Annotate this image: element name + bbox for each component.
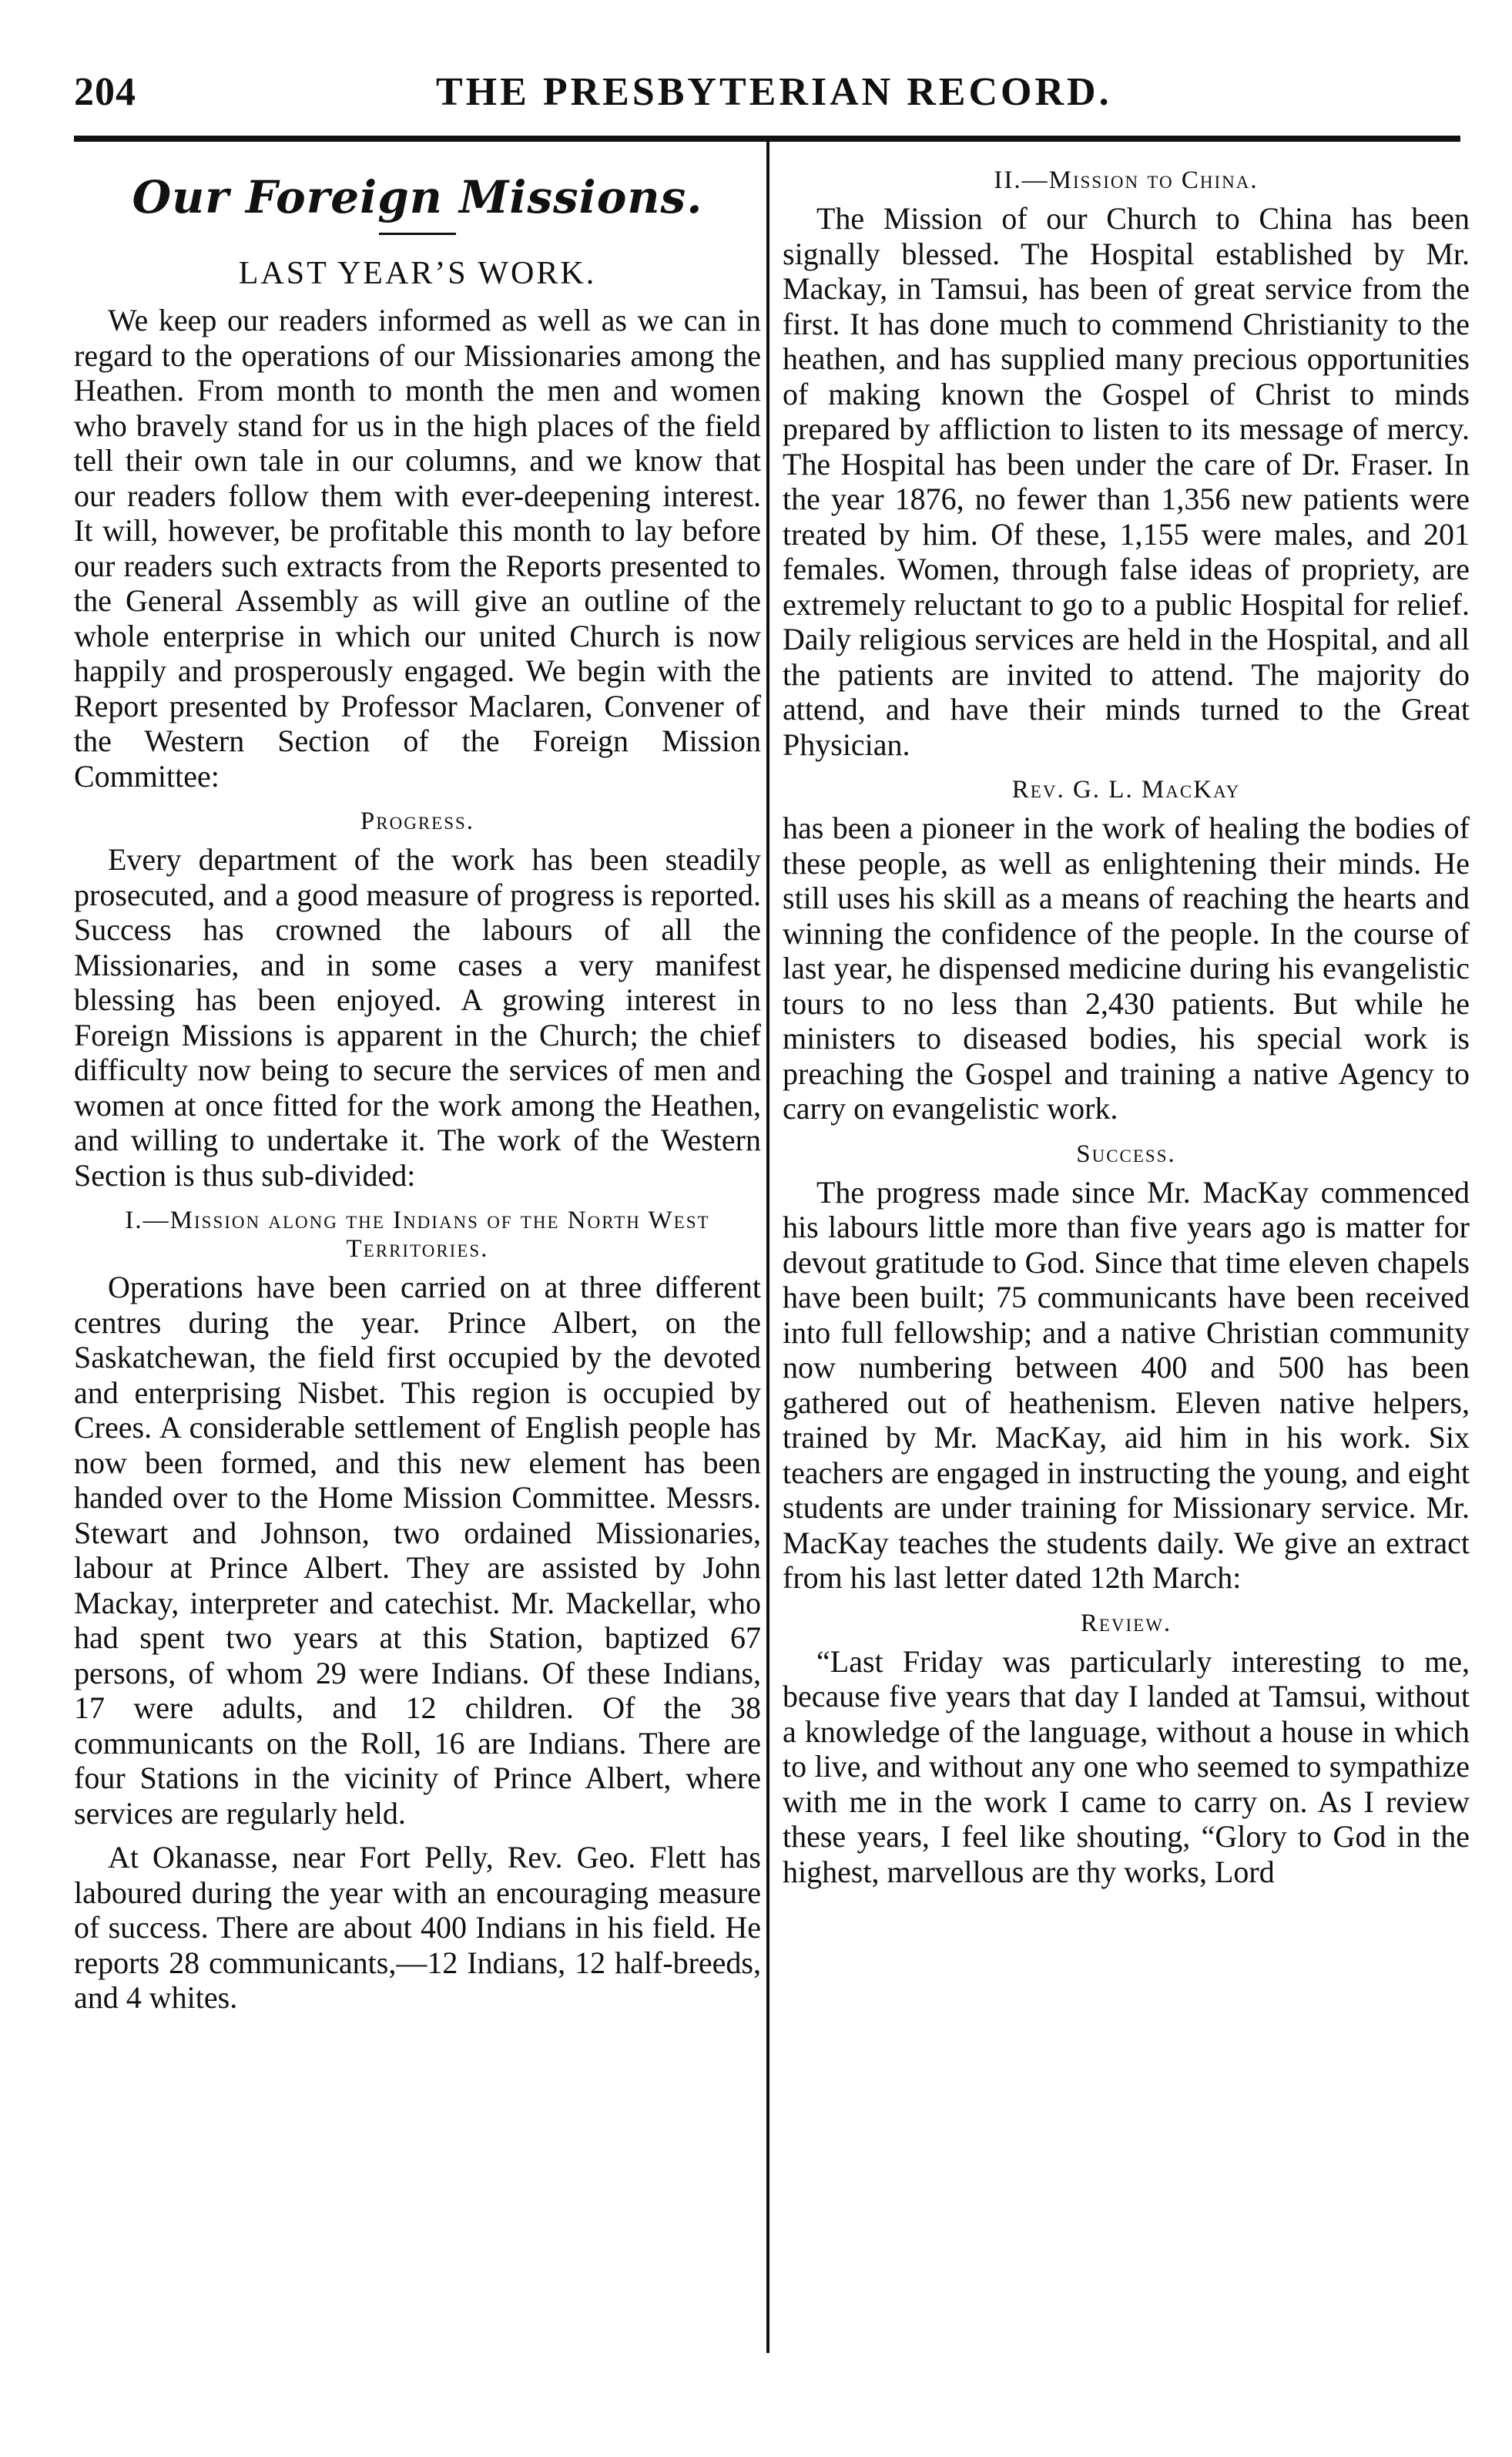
success-paragraph: The progress made since Mr. MacKay commenced his labours little more than five years ago is matter for devout gratitude to God. Since that time eleven chapels have been built; 75 communicants have been received into full fellowship; and a native Christian community now numbering between 400 and 500 has been gathered out of heathenism. Eleven native helpers, trained by Mr. MacKay, aid him in his work. Six teachers are engaged in instructing the young, and eight students are under training for Missionary service. Mr. MacKay teaches the students daily. We give an extract from his last letter dated 12th March:	[783, 1174, 1470, 1595]
mission-one-paragraph: Operations have been carried on at three different centres during the year. Prince Albert, on the Saskatchewan, the field first occupied by the devoted and enterprising Nisbet. This region is occupied by Crees. A considerable settlement of English people has now been formed, and this new element has been handed over to the Home Mission Committee. Messrs. Stewart and Johnson, two ordained Missionaries, labour at Prince Albert. They are assisted by John Mackay, interpreter and catechist. Mr. Mackellar, who had spent two years at this Station, baptized 67 persons, of whom 29 were Indians. Of these Indians, 17 were adults, and 12 children. Of the 38 communicants on the Roll, 16 are Indians. There are four Stations in the vicinity of Prince Albert, where services are regularly held.	[74, 1270, 761, 1831]
page-number: 204	[74, 70, 136, 114]
intro-paragraph: We keep our readers informed as well as we can in regard to the operations of our Missionaries among the Heathen. From month to month the men and women who bravely stand for us in the high places of the field tell their own tale in our columns, and we know that our readers follow them with ever-deepening interest. It will, however, be profitable this month to lay before our readers such extracts from the Reports presented to the General Assembly as will give an outline of the whole enterprise in which our united Church is now happily and prosperously engaged. We begin with the Report presented by Professor Maclaren, Convener of the Western Section of the Foreign Mission Committee:	[74, 303, 761, 794]
mackay-heading: Rev. G. L. MacKay	[1011, 776, 1241, 804]
mission-one-heading: I.—Mission along the Indians of the North West Territories.	[125, 1207, 710, 1263]
mackay-paragraph: has been a pioneer in the work of healing the bodies of these people, as well as enlightening their minds. He still uses his skill as a means of reaching the hearts and winning the confidence of the people. In the course of last year, he dispensed medicine during his evangelistic tours to no less than 2,430 patients. But while he ministers to diseased bodies, his special work is preaching the Gospel and training a native Agency to carry on evangelistic work.	[783, 811, 1470, 1126]
review-paragraph: “Last Friday was particularly interesting to me, because five years that day I landed at Tamsui, without a knowledge of the language, without a house in which to live, and without any one who seemed to sympathize with me in the work I came to carry on. As I review these years, I feel like shouting, “Glory to God in the highest, marvellous are thy works, Lord	[783, 1643, 1470, 1889]
progress-paragraph: Every department of the work has been steadily prosecuted, and a good measure of progress is reported. Success has crowned the labours of all the Missionaries, and in some cases a very manifest blessing has been enjoyed. A growing interest in Foreign Missions is apparent in the Church; the chief difficulty now being to secure the services of men and women at once fitted for the work among the Heathen, and willing to undertake it. The work of the Western Section is thus sub-divided:	[74, 842, 761, 1193]
right-column	[783, 154, 1470, 2358]
journal-title: THE PRESBYTERIAN RECORD.	[436, 70, 1112, 114]
title-rule	[379, 233, 456, 235]
china-paragraph: The Mission of our Church to China has been signally blessed. The Hospital established by Mr. Mackay, in Tamsui, has been of great service from the first. It has done much to commend Christianity to the heathen, and has supplied many precious opportunities of making known the Gospel of Christ to minds prepared by affliction to listen to its message of mercy. The Hospital has been under the care of Dr. Fraser. In the year 1876, no fewer than 1,356 new patients were treated by him. Of these, 1,155 were males, and 201 females. Women, through false ideas of propriety, are extremely reluctant to go to a public Hospital for relief. Daily religious services are held in the Hospital, and all the patients are invited to attend. The majority do attend, and have their minds turned to the Great Physician.	[783, 201, 1470, 762]
progress-heading: Progress.	[360, 807, 475, 835]
mission-two-heading: II.—Mission to China.	[994, 166, 1259, 194]
success-heading: Success.	[1076, 1140, 1176, 1168]
article-title: LAST YEAR’S WORK.	[238, 256, 597, 291]
review-heading: Review.	[1080, 1609, 1172, 1637]
okanasse-paragraph: At Okanasse, near Fort Pelly, Rev. Geo. Flett has laboured during the year with an encouraging measure of success. There are about 400 Indians in his field. He reports 28 communicants,—12 Indians, 12 half-breeds, and 4 whites.	[74, 1840, 761, 2015]
column-divider	[766, 142, 769, 2353]
section-title: Our Foreign Missions.	[132, 171, 703, 223]
page-header	[74, 65, 1460, 126]
left-column	[74, 154, 761, 2358]
header-rule	[74, 136, 1460, 142]
